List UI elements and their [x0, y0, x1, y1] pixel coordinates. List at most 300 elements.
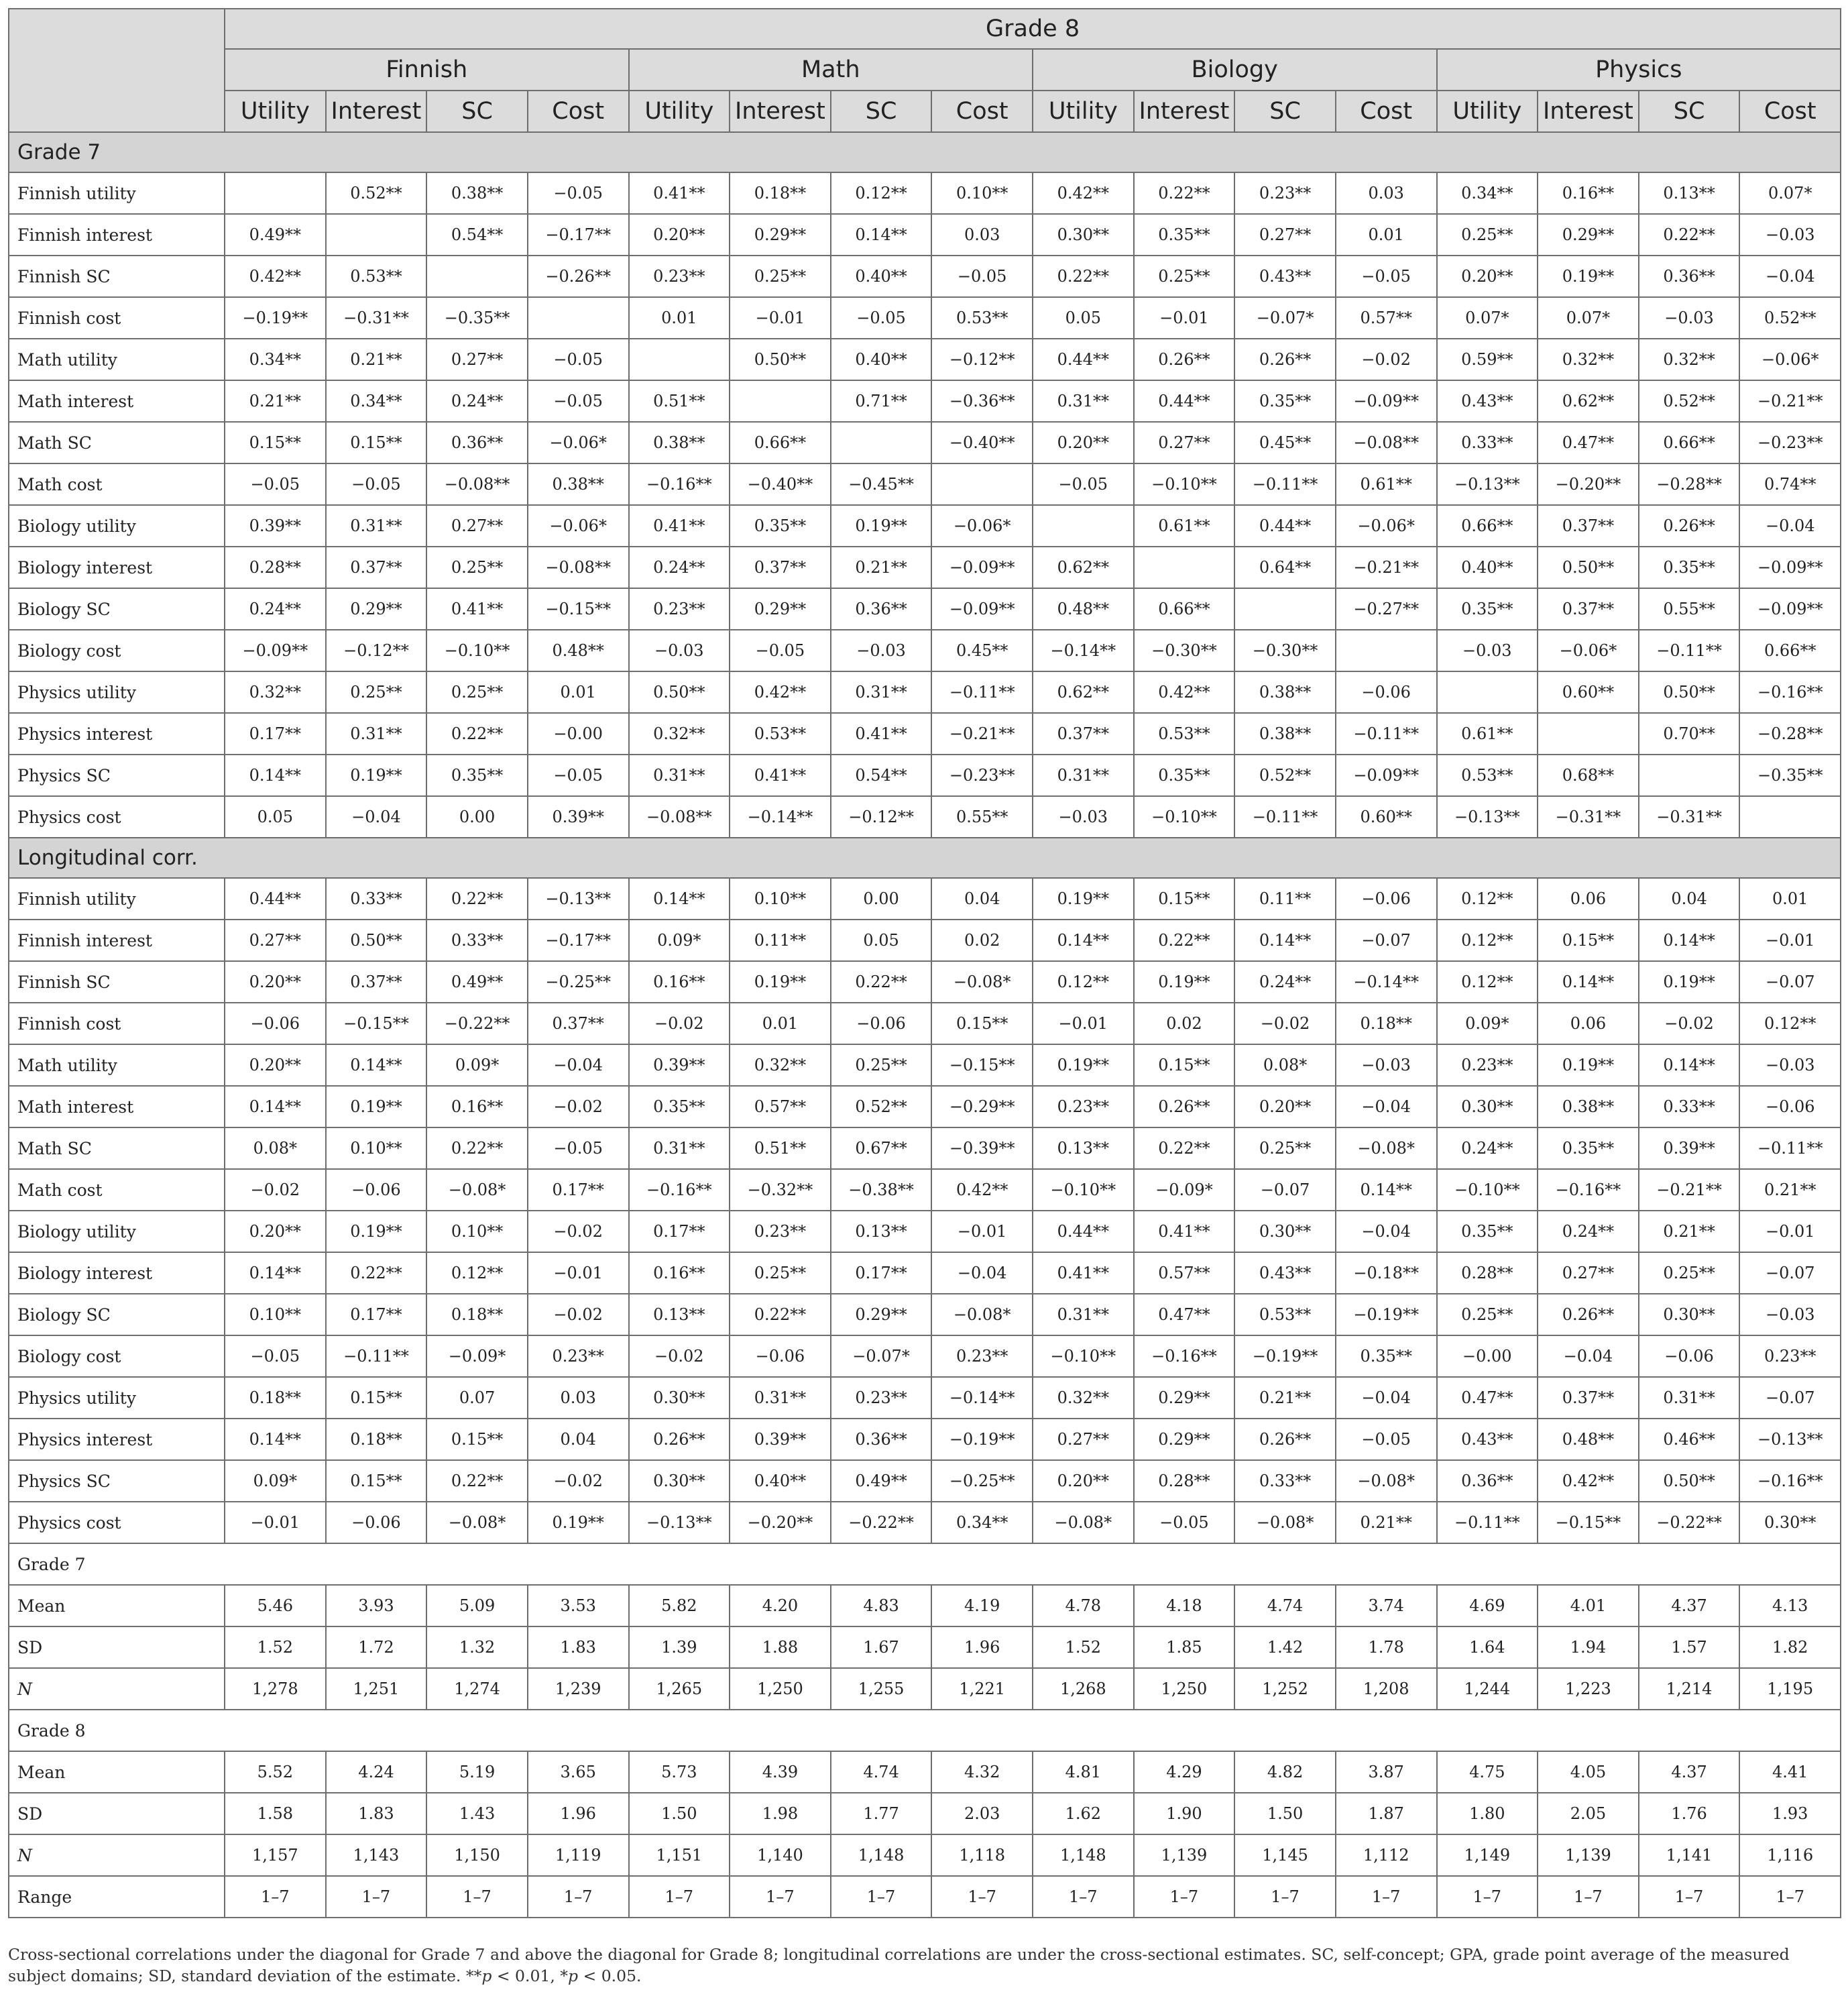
table-cell: 0.35** [1134, 755, 1235, 796]
table-cell: 0.49** [831, 1460, 932, 1502]
table-cell: −0.28** [1739, 713, 1841, 755]
table-cell: 0.23** [1739, 1335, 1841, 1377]
table-cell: 0.10** [326, 1127, 427, 1169]
table-cell: 0.21** [326, 339, 427, 380]
table-cell: 0.20** [225, 1044, 326, 1086]
table-cell: 0.36** [1437, 1460, 1538, 1502]
table-row [9, 1086, 1841, 1127]
table-row [9, 1335, 1841, 1377]
table-cell: 0.74** [1739, 463, 1841, 505]
subject-header: Physics [1437, 49, 1841, 91]
table-cell: 1.83 [326, 1793, 427, 1834]
table-cell: 1–7 [225, 1876, 326, 1918]
table-row [9, 1502, 1841, 1543]
table-cell: 1.52 [1033, 1626, 1134, 1668]
table-cell: 0.19** [1134, 961, 1235, 1003]
section-title: Grade 7 [9, 132, 1841, 172]
table-cell: 0.54** [831, 755, 932, 796]
table-cell: 1–7 [1134, 1876, 1235, 1918]
table-cell: 1,221 [931, 1668, 1033, 1710]
table-cell: 1,252 [1234, 1668, 1336, 1710]
table-cell: −0.16** [1739, 1460, 1841, 1502]
table-cell: 4.75 [1437, 1751, 1538, 1793]
table-cell: −0.14** [1033, 630, 1134, 671]
table-cell: −0.02 [528, 1294, 629, 1335]
table-cell: −0.06 [1336, 878, 1437, 920]
table-cell: 0.07 [426, 1377, 528, 1419]
table-cell: −0.40** [931, 422, 1033, 463]
table-cell: 0.08* [1234, 1044, 1336, 1086]
table-cell: −0.16** [1538, 1169, 1639, 1211]
table-cell: 1,139 [1538, 1834, 1639, 1876]
table-cell: 0.61** [1437, 713, 1538, 755]
table-row [9, 1834, 1841, 1876]
table-cell: 0.35** [1336, 1335, 1437, 1377]
table-cell: 0.25** [426, 671, 528, 713]
table-cell: 0.60** [1538, 671, 1639, 713]
table-cell: −0.06* [931, 505, 1033, 547]
table-cell: −0.19** [931, 1419, 1033, 1460]
table-cell: 0.15** [225, 422, 326, 463]
table-cell: 0.37** [326, 961, 427, 1003]
table-cell: 0.16** [629, 1252, 730, 1294]
table-cell: 0.16** [629, 961, 730, 1003]
row-label: Physics cost [9, 1502, 225, 1543]
table-cell: 0.07* [1739, 172, 1841, 214]
table-cell: 4.13 [1739, 1585, 1841, 1626]
table-cell: −0.23** [931, 755, 1033, 796]
table-row [9, 588, 1841, 630]
table-cell [326, 214, 427, 256]
table-cell: 0.41** [426, 588, 528, 630]
table-cell: 0.44** [1033, 1211, 1134, 1252]
table-row [9, 920, 1841, 961]
table-cell: 0.30** [629, 1460, 730, 1502]
table-cell: −0.31** [1639, 796, 1740, 838]
table-cell: 0.23** [1033, 1086, 1134, 1127]
table-cell: 0.13** [831, 1211, 932, 1252]
table-cell: 0.67** [831, 1127, 932, 1169]
table-cell: 1,268 [1033, 1668, 1134, 1710]
table-cell: −0.05 [831, 297, 932, 339]
row-label: Math utility [9, 1044, 225, 1086]
table-cell: −0.15** [326, 1003, 427, 1044]
table-cell: 1–7 [326, 1876, 427, 1918]
table-cell: 0.13** [629, 1294, 730, 1335]
table-cell: 0.15** [326, 422, 427, 463]
table-cell: 0.62** [1538, 380, 1639, 422]
table-cell: 1,255 [831, 1668, 932, 1710]
table-cell: 0.35** [1538, 1127, 1639, 1169]
table-row [9, 1876, 1841, 1918]
table-cell: 1–7 [1739, 1876, 1841, 1918]
table-cell: −0.11** [1739, 1127, 1841, 1169]
table-cell: 0.10** [426, 1211, 528, 1252]
table-row [9, 796, 1841, 838]
table-cell: 0.70** [1639, 713, 1740, 755]
row-label: Finnish SC [9, 961, 225, 1003]
table-cell: −0.00 [528, 713, 629, 755]
table-cell: 0.25** [831, 1044, 932, 1086]
table-cell: 0.19** [528, 1502, 629, 1543]
table-cell: 0.19** [1538, 1044, 1639, 1086]
table-cell: −0.05 [528, 1127, 629, 1169]
table-row [9, 1626, 1841, 1668]
table-cell: 0.66** [1739, 630, 1841, 671]
table-cell: 1,195 [1739, 1668, 1841, 1710]
table-cell: 1.52 [225, 1626, 326, 1668]
table-cell: 0.57** [730, 1086, 831, 1127]
table-cell: 4.82 [1234, 1751, 1336, 1793]
table-cell: 3.65 [528, 1751, 629, 1793]
table-row [9, 1460, 1841, 1502]
row-label: Physics utility [9, 671, 225, 713]
table-cell: 0.35** [1437, 1211, 1538, 1252]
table-cell: 0.14** [1336, 1169, 1437, 1211]
table-cell: 0.37** [1538, 505, 1639, 547]
table-cell: 1.85 [1134, 1626, 1235, 1668]
table-cell: 0.42** [1134, 671, 1235, 713]
table-cell: −0.13** [1437, 463, 1538, 505]
table-cell: 0.41** [831, 713, 932, 755]
table-cell: 0.21** [1336, 1502, 1437, 1543]
table-cell: 1,250 [730, 1668, 831, 1710]
table-cell: 0.20** [225, 1211, 326, 1252]
table-cell: 0.30** [629, 1377, 730, 1419]
table-cell: 4.18 [1134, 1585, 1235, 1626]
table-cell: −0.05 [326, 463, 427, 505]
table-cell: 0.37** [1033, 713, 1134, 755]
table-cell: 0.28** [1134, 1460, 1235, 1502]
table-cell: −0.06 [1336, 671, 1437, 713]
table-cell: 1,244 [1437, 1668, 1538, 1710]
table-cell: −0.28** [1639, 463, 1740, 505]
table-cell: −0.21** [1739, 380, 1841, 422]
table-cell: 0.14** [1639, 920, 1740, 961]
table-cell: 0.19** [1639, 961, 1740, 1003]
table-cell: −0.08** [1336, 422, 1437, 463]
table-cell: 0.29** [730, 214, 831, 256]
table-cell: 1,250 [1134, 1668, 1235, 1710]
table-cell: −0.30** [1134, 630, 1235, 671]
table-cell: 0.24** [426, 380, 528, 422]
table-cell: 0.22** [1134, 920, 1235, 961]
table-cell: −0.03 [629, 630, 730, 671]
table-cell: −0.08* [426, 1169, 528, 1211]
table-cell: 0.43** [1437, 380, 1538, 422]
row-label: Finnish cost [9, 297, 225, 339]
table-cell: 0.26** [1538, 1294, 1639, 1335]
table-cell: 1,149 [1437, 1834, 1538, 1876]
table-cell: 1–7 [1234, 1876, 1336, 1918]
row-label: Biology interest [9, 1252, 225, 1294]
table-cell: −0.25** [528, 961, 629, 1003]
table-cell: −0.03 [1639, 297, 1740, 339]
table-cell: 0.47** [1538, 422, 1639, 463]
section-title: Grade 8 [9, 1710, 1841, 1751]
table-cell: −0.09** [1739, 588, 1841, 630]
table-cell: 1.72 [326, 1626, 427, 1668]
table-cell: −0.09** [1336, 380, 1437, 422]
table-cell: 4.32 [931, 1751, 1033, 1793]
table-row [9, 1127, 1841, 1169]
table-cell: 0.17** [629, 1211, 730, 1252]
table-cell: −0.31** [326, 297, 427, 339]
table-cell: 4.05 [1538, 1751, 1639, 1793]
table-row [9, 1003, 1841, 1044]
table-cell: 1.43 [426, 1793, 528, 1834]
table-cell: 0.14** [629, 878, 730, 920]
table-cell: 0.45** [931, 630, 1033, 671]
subject-header: Finnish [225, 49, 629, 91]
table-cell: 0.43** [1234, 256, 1336, 297]
measure-header: SC [1234, 91, 1336, 132]
section-header-row [9, 838, 1841, 878]
measure-header: Interest [730, 91, 831, 132]
row-label: Biology cost [9, 630, 225, 671]
table-cell: 0.38** [426, 172, 528, 214]
table-cell: 1,214 [1639, 1668, 1740, 1710]
table-cell: −0.05 [1336, 256, 1437, 297]
table-cell: 0.24** [629, 547, 730, 588]
table-cell: −0.22** [426, 1003, 528, 1044]
table-cell: 0.24** [1234, 961, 1336, 1003]
table-cell: 0.31** [1639, 1377, 1740, 1419]
table-cell: 0.39** [225, 505, 326, 547]
table-cell: 0.38** [1538, 1086, 1639, 1127]
table-cell: 1.93 [1739, 1793, 1841, 1834]
table-cell: −0.19** [1234, 1335, 1336, 1377]
table-cell: 0.15** [1134, 1044, 1235, 1086]
table-cell: 0.61** [1134, 505, 1235, 547]
table-cell: 4.24 [326, 1751, 427, 1793]
table-cell: 1,208 [1336, 1668, 1437, 1710]
table-cell: 2.03 [931, 1793, 1033, 1834]
table-cell: −0.19** [1336, 1294, 1437, 1335]
table-cell: 0.59** [1437, 339, 1538, 380]
table-cell: −0.07 [1234, 1169, 1336, 1211]
table-cell: 1.83 [528, 1626, 629, 1668]
table-row [9, 256, 1841, 297]
table-cell: −0.07 [1739, 961, 1841, 1003]
table-cell: 0.22** [426, 1460, 528, 1502]
table-cell: 0.07* [1437, 297, 1538, 339]
table-cell: 0.01 [528, 671, 629, 713]
table-cell: 0.62** [1033, 547, 1134, 588]
table-cell: −0.15** [931, 1044, 1033, 1086]
table-cell: 0.14** [1033, 920, 1134, 961]
table-cell: 1.82 [1739, 1626, 1841, 1668]
table-row [9, 961, 1841, 1003]
correlation-table [8, 8, 1841, 1918]
table-cell: 0.03 [528, 1377, 629, 1419]
table-cell: −0.11** [1234, 463, 1336, 505]
table-cell: 0.03 [931, 214, 1033, 256]
table-cell: 0.31** [1033, 380, 1134, 422]
table-cell: 0.52** [1234, 755, 1336, 796]
table-cell: 0.19** [326, 1211, 427, 1252]
table-cell: 4.39 [730, 1751, 831, 1793]
table-cell: 0.19** [831, 505, 932, 547]
table-cell: −0.10** [1033, 1169, 1134, 1211]
table-cell: 0.26** [629, 1419, 730, 1460]
table-cell: −0.01 [1033, 1003, 1134, 1044]
table-cell: 5.46 [225, 1585, 326, 1626]
table-cell: 0.32** [1538, 339, 1639, 380]
table-cell: −0.31** [1538, 796, 1639, 838]
table-cell: −0.04 [1739, 256, 1841, 297]
table-cell: −0.30** [1234, 630, 1336, 671]
table-cell: −0.04 [528, 1044, 629, 1086]
table-cell: 0.18** [225, 1377, 326, 1419]
table-cell: 1.78 [1336, 1626, 1437, 1668]
section-header-row [9, 1543, 1841, 1585]
row-label: Range [9, 1876, 225, 1918]
table-cell: 1.76 [1639, 1793, 1740, 1834]
measure-header: Cost [528, 91, 629, 132]
table-cell: 1.58 [225, 1793, 326, 1834]
table-cell: −0.27** [1336, 588, 1437, 630]
table-cell: 0.29** [1538, 214, 1639, 256]
table-cell: 0.19** [326, 1086, 427, 1127]
table-cell: −0.08** [426, 463, 528, 505]
table-cell: 0.32** [225, 671, 326, 713]
table-row [9, 1044, 1841, 1086]
table-cell: 0.14** [225, 1086, 326, 1127]
row-label: Finnish interest [9, 920, 225, 961]
table-cell: 1–7 [831, 1876, 932, 1918]
table-row [9, 878, 1841, 920]
table-cell: 1.96 [931, 1626, 1033, 1668]
table-cell: 1.57 [1639, 1626, 1740, 1668]
table-cell: −0.05 [528, 172, 629, 214]
table-cell: −0.22** [831, 1502, 932, 1543]
row-label: Finnish utility [9, 878, 225, 920]
table-cell: 0.17** [528, 1169, 629, 1211]
table-cell: 0.44** [1033, 339, 1134, 380]
table-cell: 0.41** [1134, 1211, 1235, 1252]
table-cell: 1,265 [629, 1668, 730, 1710]
table-cell: 0.33** [426, 920, 528, 961]
table-cell: 4.29 [1134, 1751, 1235, 1793]
row-label: SD [9, 1793, 225, 1834]
table-cell: 0.32** [1639, 339, 1740, 380]
table-cell: −0.01 [931, 1211, 1033, 1252]
table-cell: 1,116 [1739, 1834, 1841, 1876]
table-cell: 0.53** [1134, 713, 1235, 755]
table-cell: −0.08** [528, 547, 629, 588]
table-cell: 0.27** [1033, 1419, 1134, 1460]
row-label: Biology utility [9, 505, 225, 547]
subject-header: Biology [1033, 49, 1437, 91]
table-cell: 0.07* [1538, 297, 1639, 339]
table-cell: 0.42** [1033, 172, 1134, 214]
table-cell: 0.44** [1134, 380, 1235, 422]
table-cell: 0.22** [426, 1127, 528, 1169]
table-footnote [8, 1944, 1840, 1987]
table-cell: 0.12** [831, 172, 932, 214]
table-cell: −0.04 [326, 796, 427, 838]
table-header [9, 9, 1841, 132]
table-cell: −0.06 [326, 1502, 427, 1543]
table-cell: 1,148 [1033, 1834, 1134, 1876]
table-cell: 0.12** [1437, 920, 1538, 961]
table-cell: −0.11** [1639, 630, 1740, 671]
table-cell: 0.23** [931, 1335, 1033, 1377]
table-cell: 0.36** [1639, 256, 1740, 297]
table-cell: −0.20** [1538, 463, 1639, 505]
table-cell: −0.40** [730, 463, 831, 505]
table-cell: −0.29** [931, 1086, 1033, 1127]
table-cell: 0.12** [426, 1252, 528, 1294]
table-cell: −0.01 [1134, 297, 1235, 339]
table-cell: 0.36** [426, 422, 528, 463]
table-row [9, 422, 1841, 463]
table-cell: 0.21** [831, 547, 932, 588]
table-cell: 0.40** [831, 256, 932, 297]
table-cell: 1,141 [1639, 1834, 1740, 1876]
table-row [9, 713, 1841, 755]
table-cell: 0.27** [1538, 1252, 1639, 1294]
table-cell: −0.03 [1437, 630, 1538, 671]
table-cell: 1–7 [1538, 1876, 1639, 1918]
table-cell: −0.02 [225, 1169, 326, 1211]
table-cell: 0.28** [1437, 1252, 1538, 1294]
table-cell: −0.09** [225, 630, 326, 671]
table-cell: −0.08* [426, 1502, 528, 1543]
table-row [9, 1211, 1841, 1252]
table-cell: 0.25** [1234, 1127, 1336, 1169]
table-cell: 0.34** [225, 339, 326, 380]
table-cell: 0.22** [326, 1252, 427, 1294]
table-cell: 1,239 [528, 1668, 629, 1710]
table-cell: 0.32** [1033, 1377, 1134, 1419]
table-cell: −0.09** [931, 547, 1033, 588]
table-cell: 0.71** [831, 380, 932, 422]
measure-header: Utility [1437, 91, 1538, 132]
table-cell: 0.18** [426, 1294, 528, 1335]
table-cell: 0.33** [1437, 422, 1538, 463]
table-cell: 0.37** [1538, 1377, 1639, 1419]
table-cell: 0.14** [326, 1044, 427, 1086]
table-cell: 0.16** [426, 1086, 528, 1127]
table-cell: 0.14** [831, 214, 932, 256]
table-cell: 4.74 [831, 1751, 932, 1793]
section-title: Longitudinal corr. [9, 838, 1841, 878]
table-cell: −0.10** [1033, 1335, 1134, 1377]
table-cell: 0.32** [629, 713, 730, 755]
table-cell: 1,151 [629, 1834, 730, 1876]
table-cell: 2.05 [1538, 1793, 1639, 1834]
table-cell: 0.31** [326, 505, 427, 547]
table-cell: −0.09* [426, 1335, 528, 1377]
table-cell: −0.09** [931, 588, 1033, 630]
table-cell: −0.07 [1739, 1252, 1841, 1294]
table-cell: 4.74 [1234, 1585, 1336, 1626]
table-cell: 0.50** [629, 671, 730, 713]
table-cell: −0.03 [1739, 1044, 1841, 1086]
table-cell: 0.27** [426, 339, 528, 380]
table-cell: −0.14** [931, 1377, 1033, 1419]
table-cell: 0.48** [1033, 588, 1134, 630]
table-cell: 0.50** [1538, 547, 1639, 588]
table-cell: 4.37 [1639, 1751, 1740, 1793]
table-cell: −0.05 [730, 630, 831, 671]
table-cell: 0.06 [1538, 1003, 1639, 1044]
table-cell: 1.96 [528, 1793, 629, 1834]
table-cell: −0.09** [1336, 755, 1437, 796]
table-cell: 0.33** [1234, 1460, 1336, 1502]
